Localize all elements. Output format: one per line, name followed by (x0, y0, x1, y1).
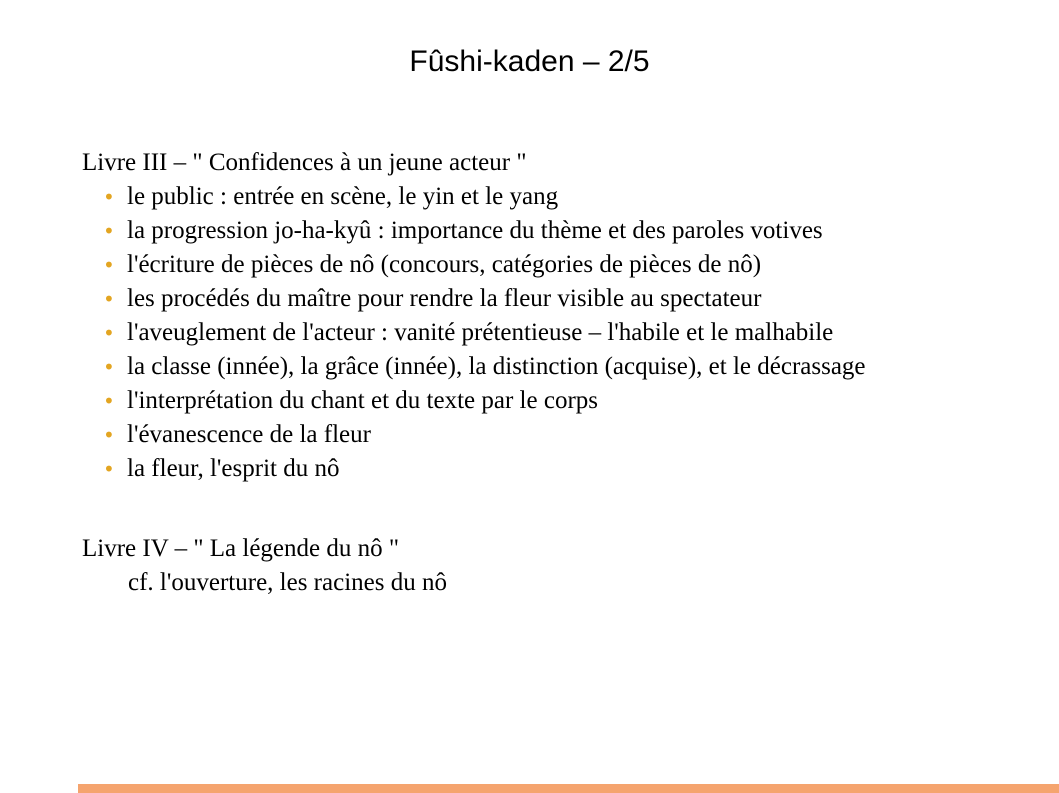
section-heading: Livre IV – " La légende du nô " (82, 535, 400, 562)
list-item (82, 316, 866, 350)
section-note: cf. l'ouverture, les racines du nô (128, 569, 447, 596)
bullet-icon: • (103, 389, 115, 413)
bullet-icon: • (103, 457, 115, 481)
list-item-text: l'écriture de pièces de nô (concours, catégories de pièces de nô) (127, 251, 762, 278)
list-item (82, 248, 866, 282)
bullet-icon: • (103, 423, 115, 447)
section-livre-3 (82, 146, 866, 486)
list-item (82, 452, 866, 486)
bullet-icon: • (103, 287, 115, 311)
list-item-text: la progression jo-ha-kyû : importance du thème et des paroles votives (127, 217, 823, 244)
list-item-text: l'aveuglement de l'acteur : vanité prétentieuse – l'habile et le malhabile (127, 319, 834, 346)
list-item (82, 180, 866, 214)
bullet-icon: • (103, 355, 115, 379)
list-item-text: le public : entrée en scène, le yin et le yang (127, 183, 559, 210)
list-item-text: la classe (innée), la grâce (innée), la distinction (acquise), et le décrassage (127, 353, 866, 380)
list-item-text: les procédés du maître pour rendre la fleur visible au spectateur (127, 285, 762, 312)
list-item (82, 350, 866, 384)
list-item (82, 214, 866, 248)
bullet-icon: • (103, 185, 115, 209)
list-item-text: la fleur, l'esprit du nô (127, 455, 340, 482)
section-livre-4 (82, 532, 447, 600)
bullet-list (82, 180, 866, 486)
list-item-text: l'interprétation du chant et du texte par le corps (127, 387, 598, 414)
list-item (82, 384, 866, 418)
footer-bar (78, 784, 1059, 793)
section-heading: Livre III – " Confidences à un jeune acteur " (82, 149, 527, 176)
list-item-text: l'évanescence de la fleur (127, 421, 371, 448)
bullet-icon: • (103, 321, 115, 345)
list-item (82, 418, 866, 452)
bullet-icon: • (103, 253, 115, 277)
list-item (82, 282, 866, 316)
bullet-icon: • (103, 219, 115, 243)
slide-title: Fûshi-kaden – 2/5 (409, 45, 650, 78)
